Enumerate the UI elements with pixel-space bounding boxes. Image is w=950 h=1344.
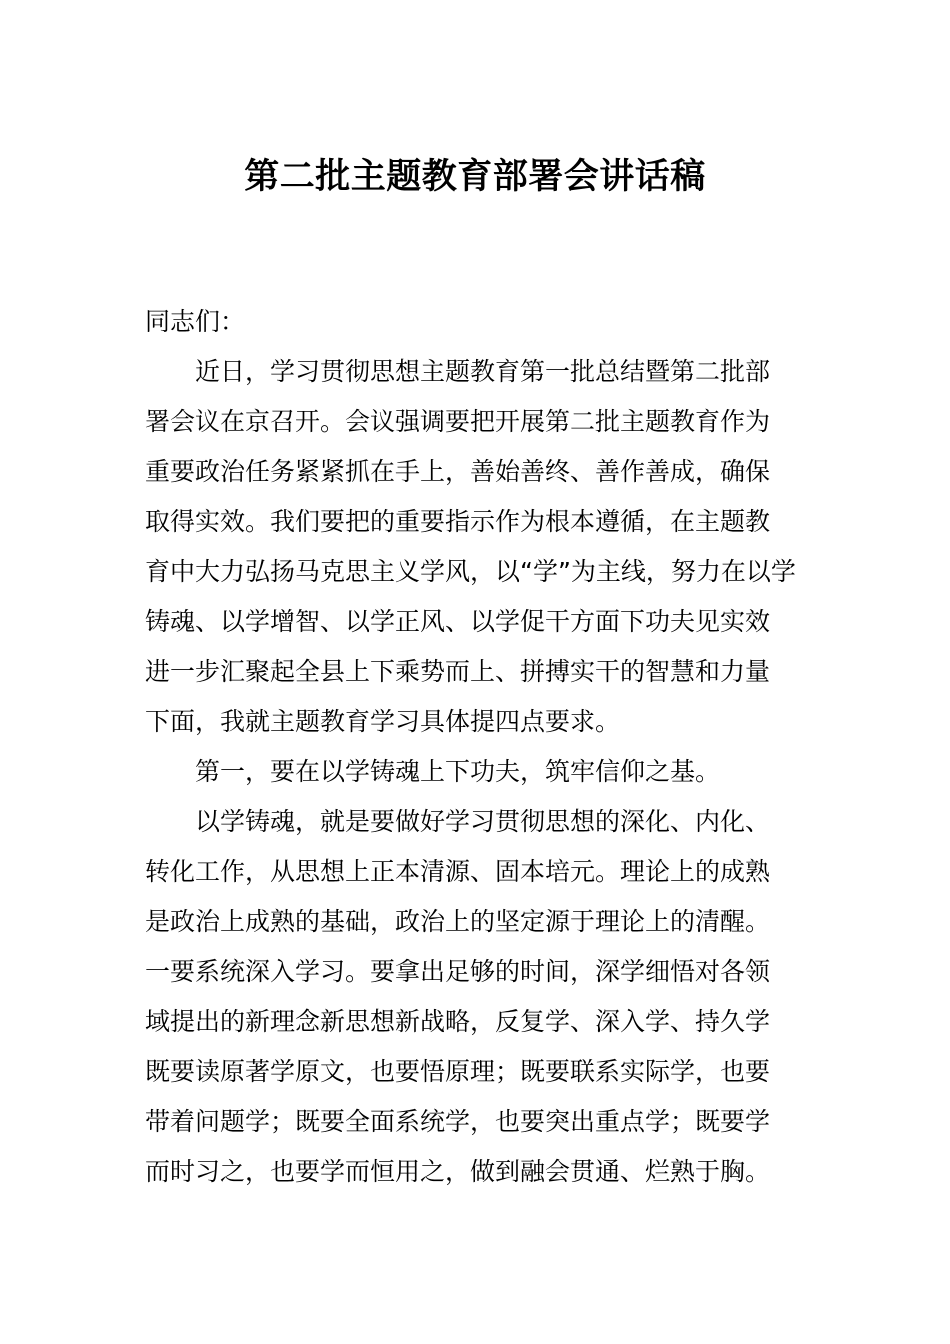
paragraph-line: 以学铸魂，就是要做好学习贯彻思想的深化、内化、 — [195, 807, 771, 836]
paragraph-line: 是政治上成熟的基础，政治上的坚定源于理论上的清醒。 — [145, 907, 771, 936]
paragraph-line: 铸魂、以学增智、以学正风、以学促干方面下功夫见实效 — [145, 607, 771, 636]
paragraph-line: 育中大力弘扬马克思主义学风，以“学”为主线，努力在以学 — [145, 557, 796, 586]
document-body — [145, 297, 807, 1197]
paragraph-line: 近日，学习贯彻思想主题教育第一批总结暨第二批部 — [195, 357, 771, 386]
paragraph-line: 一要系统深入学习。要拿出足够的时间，深学细悟对各领 — [145, 957, 771, 986]
salutation-line: 同志们： — [145, 307, 246, 336]
paragraph-line: 既要读原著学原文，也要悟原理；既要联系实际学，也要 — [145, 1057, 771, 1086]
paragraph-line: 域提出的新理念新思想新战略，反复学、深入学、持久学 — [145, 1007, 771, 1036]
paragraph-line: 进一步汇聚起全县上下乘势而上、拼搏实干的智慧和力量 — [145, 657, 771, 686]
section-heading-line: 第一，要在以学铸魂上下功夫，筑牢信仰之基。 — [195, 757, 721, 786]
paragraph-line: 下面，我就主题教育学习具体提四点要求。 — [145, 707, 621, 736]
paragraph-line: 取得实效。我们要把的重要指示作为根本遵循，在主题教 — [145, 507, 771, 536]
document-title: 第二批主题教育部署会讲话稿 — [244, 157, 706, 197]
paragraph-line: 带着问题学；既要全面系统学，也要突出重点学；既要学 — [145, 1107, 771, 1136]
paragraph-line: 转化工作，从思想上正本清源、固本培元。理论上的成熟 — [145, 857, 771, 886]
paragraph-line: 重要政治任务紧紧抓在手上，善始善终、善作善成，确保 — [145, 457, 771, 486]
paragraph-line: 署会议在京召开。会议强调要把开展第二批主题教育作为 — [145, 407, 771, 436]
paragraph-line: 而时习之，也要学而恒用之，做到融会贯通、烂熟于胸。 — [145, 1157, 771, 1186]
